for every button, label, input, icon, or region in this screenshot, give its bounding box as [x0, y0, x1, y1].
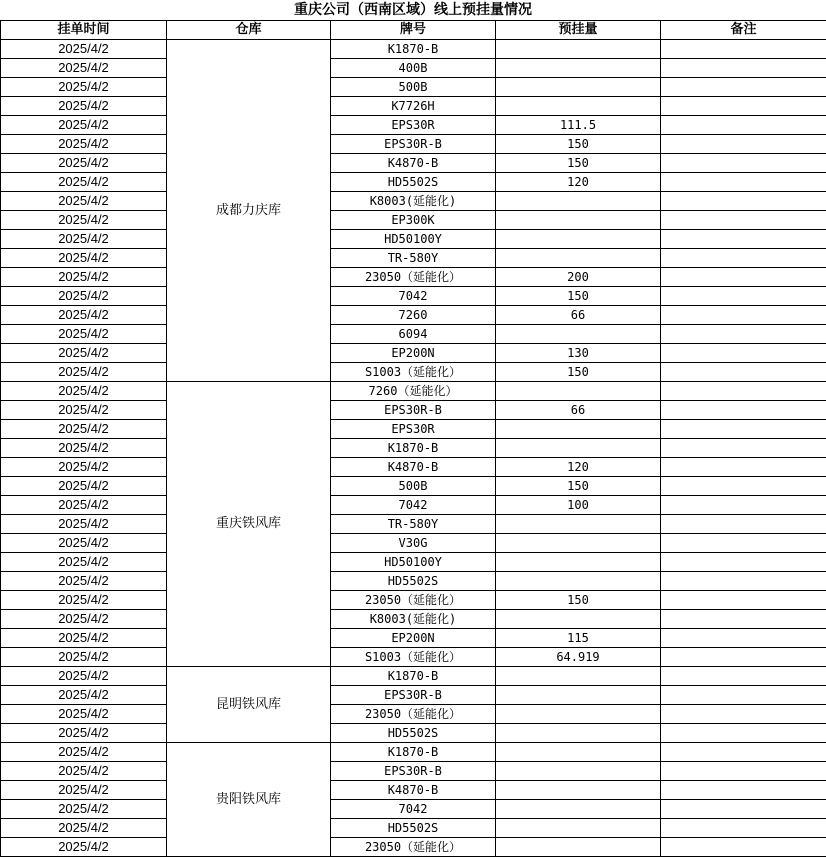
cell-date[interactable]: 2025/4/2 — [1, 553, 167, 572]
cell-note[interactable] — [661, 515, 826, 534]
cell-note[interactable] — [661, 40, 826, 59]
cell-grade[interactable]: 7042 — [331, 800, 496, 819]
cell-date[interactable]: 2025/4/2 — [1, 382, 167, 401]
cell-note[interactable] — [661, 743, 826, 762]
cell-quantity[interactable] — [496, 97, 661, 116]
header-date: 挂单时间 — [1, 21, 167, 40]
cell-grade[interactable]: 500B — [331, 78, 496, 97]
cell-date[interactable]: 2025/4/2 — [1, 40, 167, 59]
table-row — [1, 287, 826, 306]
table-row — [1, 591, 826, 610]
cell-date[interactable]: 2025/4/2 — [1, 268, 167, 287]
cell-note[interactable] — [661, 762, 826, 781]
cell-note[interactable] — [661, 553, 826, 572]
table-row — [1, 838, 826, 857]
table-row — [1, 781, 826, 800]
cell-grade[interactable]: EPS30R-B — [331, 762, 496, 781]
table-row — [1, 800, 826, 819]
cell-note[interactable] — [661, 363, 826, 382]
cell-date[interactable]: 2025/4/2 — [1, 97, 167, 116]
cell-note[interactable] — [661, 306, 826, 325]
table-row — [1, 610, 826, 629]
cell-date[interactable]: 2025/4/2 — [1, 762, 167, 781]
cell-note[interactable] — [661, 781, 826, 800]
cell-grade[interactable]: EP200N — [331, 629, 496, 648]
cell-date[interactable]: 2025/4/2 — [1, 249, 167, 268]
cell-date[interactable]: 2025/4/2 — [1, 838, 167, 857]
sheet-title: 重庆公司（西南区域）线上预挂量情况 — [0, 0, 826, 20]
cell-date[interactable]: 2025/4/2 — [1, 420, 167, 439]
cell-grade[interactable]: 500B — [331, 477, 496, 496]
cell-date[interactable]: 2025/4/2 — [1, 800, 167, 819]
cell-note[interactable] — [661, 534, 826, 553]
cell-date[interactable]: 2025/4/2 — [1, 648, 167, 667]
table-row — [1, 553, 826, 572]
cell-note[interactable] — [661, 211, 826, 230]
cell-quantity[interactable] — [496, 572, 661, 591]
cell-note[interactable] — [661, 268, 826, 287]
cell-date[interactable]: 2025/4/2 — [1, 458, 167, 477]
cell-quantity[interactable]: 130 — [496, 344, 661, 363]
cell-quantity[interactable] — [496, 667, 661, 686]
cell-date[interactable]: 2025/4/2 — [1, 192, 167, 211]
table-row — [1, 648, 826, 667]
table-row — [1, 78, 826, 97]
cell-grade[interactable]: TR-580Y — [331, 249, 496, 268]
cell-note[interactable] — [661, 648, 826, 667]
cell-grade[interactable]: K4870-B — [331, 154, 496, 173]
cell-note[interactable] — [661, 230, 826, 249]
cell-grade[interactable]: EPS30R — [331, 420, 496, 439]
table-row — [1, 705, 826, 724]
cell-quantity[interactable] — [496, 610, 661, 629]
cell-date[interactable]: 2025/4/2 — [1, 610, 167, 629]
cell-quantity[interactable]: 66 — [496, 306, 661, 325]
table-row — [1, 762, 826, 781]
cell-grade[interactable]: 400B — [331, 59, 496, 78]
table-row — [1, 401, 826, 420]
cell-grade[interactable]: K4870-B — [331, 458, 496, 477]
table-row — [1, 40, 826, 59]
cell-date[interactable]: 2025/4/2 — [1, 572, 167, 591]
cell-note[interactable] — [661, 59, 826, 78]
cell-quantity[interactable] — [496, 249, 661, 268]
cell-date[interactable]: 2025/4/2 — [1, 173, 167, 192]
table-row — [1, 534, 826, 553]
cell-grade[interactable]: HD5502S — [331, 819, 496, 838]
table-row — [1, 211, 826, 230]
cell-date[interactable]: 2025/4/2 — [1, 78, 167, 97]
cell-date[interactable]: 2025/4/2 — [1, 439, 167, 458]
cell-note[interactable] — [661, 686, 826, 705]
cell-note[interactable] — [661, 116, 826, 135]
cell-warehouse[interactable]: 成都力庆库 — [167, 40, 331, 382]
table-row — [1, 268, 826, 287]
cell-note[interactable] — [661, 192, 826, 211]
cell-date[interactable]: 2025/4/2 — [1, 287, 167, 306]
cell-quantity[interactable]: 64.919 — [496, 648, 661, 667]
cell-grade[interactable]: 7260（延能化） — [331, 382, 496, 401]
table-row — [1, 325, 826, 344]
cell-note[interactable] — [661, 249, 826, 268]
cell-warehouse[interactable]: 贵阳铁风库 — [167, 743, 331, 857]
cell-date[interactable]: 2025/4/2 — [1, 230, 167, 249]
cell-date[interactable]: 2025/4/2 — [1, 154, 167, 173]
cell-quantity[interactable] — [496, 686, 661, 705]
cell-note[interactable] — [661, 800, 826, 819]
cell-quantity[interactable] — [496, 78, 661, 97]
cell-grade[interactable]: TR-580Y — [331, 515, 496, 534]
cell-quantity[interactable] — [496, 800, 661, 819]
table-row — [1, 382, 826, 401]
table-row — [1, 59, 826, 78]
cell-date[interactable]: 2025/4/2 — [1, 705, 167, 724]
cell-date[interactable]: 2025/4/2 — [1, 819, 167, 838]
cell-grade[interactable]: 6094 — [331, 325, 496, 344]
cell-grade[interactable]: 7042 — [331, 287, 496, 306]
table-row — [1, 230, 826, 249]
table-row — [1, 629, 826, 648]
header-warehouse: 仓库 — [167, 21, 331, 40]
cell-date[interactable]: 2025/4/2 — [1, 667, 167, 686]
header-quantity: 预挂量 — [496, 21, 661, 40]
cell-date[interactable]: 2025/4/2 — [1, 686, 167, 705]
cell-date[interactable]: 2025/4/2 — [1, 477, 167, 496]
cell-grade[interactable]: HD50100Y — [331, 553, 496, 572]
cell-grade[interactable]: EPS30R-B — [331, 686, 496, 705]
cell-grade[interactable]: K1870-B — [331, 40, 496, 59]
cell-quantity[interactable] — [496, 534, 661, 553]
table-row — [1, 97, 826, 116]
cell-quantity[interactable]: 150 — [496, 591, 661, 610]
cell-date[interactable]: 2025/4/2 — [1, 515, 167, 534]
cell-quantity[interactable] — [496, 515, 661, 534]
cell-date[interactable]: 2025/4/2 — [1, 724, 167, 743]
table-row — [1, 458, 826, 477]
cell-note[interactable] — [661, 819, 826, 838]
cell-note[interactable] — [661, 97, 826, 116]
cell-quantity[interactable]: 66 — [496, 401, 661, 420]
table-row — [1, 477, 826, 496]
table-row — [1, 135, 826, 154]
table-row — [1, 572, 826, 591]
cell-warehouse[interactable]: 重庆铁风库 — [167, 382, 331, 667]
cell-quantity[interactable]: 150 — [496, 154, 661, 173]
cell-note[interactable] — [661, 667, 826, 686]
cell-date[interactable]: 2025/4/2 — [1, 781, 167, 800]
cell-grade[interactable]: EPS30R-B — [331, 401, 496, 420]
cell-quantity[interactable]: 150 — [496, 363, 661, 382]
cell-warehouse[interactable]: 昆明铁风库 — [167, 667, 331, 743]
cell-quantity[interactable]: 115 — [496, 629, 661, 648]
data-table — [0, 20, 826, 857]
table-row — [1, 686, 826, 705]
cell-note[interactable] — [661, 458, 826, 477]
table-row — [1, 116, 826, 135]
table-row — [1, 819, 826, 838]
cell-note[interactable] — [661, 420, 826, 439]
cell-date[interactable]: 2025/4/2 — [1, 116, 167, 135]
cell-grade[interactable]: EPS30R — [331, 116, 496, 135]
table-row — [1, 344, 826, 363]
cell-note[interactable] — [661, 344, 826, 363]
cell-grade[interactable]: S1003（延能化） — [331, 363, 496, 382]
table-row — [1, 724, 826, 743]
cell-note[interactable] — [661, 78, 826, 97]
table-row — [1, 515, 826, 534]
cell-note[interactable] — [661, 705, 826, 724]
cell-date[interactable]: 2025/4/2 — [1, 496, 167, 515]
cell-date[interactable]: 2025/4/2 — [1, 591, 167, 610]
cell-grade[interactable]: HD5502S — [331, 173, 496, 192]
cell-quantity[interactable] — [496, 40, 661, 59]
cell-quantity[interactable] — [496, 705, 661, 724]
cell-quantity[interactable] — [496, 192, 661, 211]
cell-grade[interactable]: HD5502S — [331, 572, 496, 591]
cell-quantity[interactable] — [496, 553, 661, 572]
cell-date[interactable]: 2025/4/2 — [1, 401, 167, 420]
cell-grade[interactable]: S1003（延能化） — [331, 648, 496, 667]
cell-quantity[interactable] — [496, 325, 661, 344]
table-row — [1, 743, 826, 762]
cell-note[interactable] — [661, 135, 826, 154]
cell-quantity[interactable] — [496, 230, 661, 249]
cell-note[interactable] — [661, 591, 826, 610]
cell-grade[interactable]: EP300K — [331, 211, 496, 230]
header-grade: 牌号 — [331, 21, 496, 40]
cell-quantity[interactable] — [496, 439, 661, 458]
cell-note[interactable] — [661, 287, 826, 306]
table-row — [1, 154, 826, 173]
cell-grade[interactable]: V30G — [331, 534, 496, 553]
cell-quantity[interactable]: 120 — [496, 173, 661, 192]
table-row — [1, 192, 826, 211]
cell-grade[interactable]: K8003(延能化) — [331, 610, 496, 629]
cell-note[interactable] — [661, 572, 826, 591]
header-row — [1, 21, 826, 40]
cell-note[interactable] — [661, 838, 826, 857]
cell-quantity[interactable] — [496, 382, 661, 401]
cell-note[interactable] — [661, 496, 826, 515]
cell-date[interactable]: 2025/4/2 — [1, 135, 167, 154]
cell-grade[interactable]: 7260 — [331, 306, 496, 325]
cell-quantity[interactable] — [496, 743, 661, 762]
cell-date[interactable]: 2025/4/2 — [1, 344, 167, 363]
table-body — [1, 40, 826, 857]
cell-grade[interactable]: K4870-B — [331, 781, 496, 800]
cell-quantity[interactable]: 111.5 — [496, 116, 661, 135]
cell-quantity[interactable]: 200 — [496, 268, 661, 287]
cell-quantity[interactable] — [496, 420, 661, 439]
cell-grade[interactable]: K8003(延能化) — [331, 192, 496, 211]
table-row — [1, 496, 826, 515]
table-row — [1, 249, 826, 268]
cell-date[interactable]: 2025/4/2 — [1, 211, 167, 230]
cell-date[interactable]: 2025/4/2 — [1, 325, 167, 344]
cell-grade[interactable]: 7042 — [331, 496, 496, 515]
table-row — [1, 439, 826, 458]
table-row — [1, 363, 826, 382]
cell-date[interactable]: 2025/4/2 — [1, 363, 167, 382]
cell-note[interactable] — [661, 173, 826, 192]
cell-date[interactable]: 2025/4/2 — [1, 534, 167, 553]
cell-note[interactable] — [661, 477, 826, 496]
cell-note[interactable] — [661, 610, 826, 629]
cell-quantity[interactable]: 150 — [496, 287, 661, 306]
cell-note[interactable] — [661, 382, 826, 401]
cell-quantity[interactable]: 150 — [496, 477, 661, 496]
cell-date[interactable]: 2025/4/2 — [1, 306, 167, 325]
cell-grade[interactable]: K1870-B — [331, 667, 496, 686]
cell-quantity[interactable]: 100 — [496, 496, 661, 515]
cell-grade[interactable]: K7726H — [331, 97, 496, 116]
cell-grade[interactable]: EPS30R-B — [331, 135, 496, 154]
cell-note[interactable] — [661, 401, 826, 420]
cell-grade[interactable]: 23050（延能化） — [331, 838, 496, 857]
cell-grade[interactable]: 23050（延能化） — [331, 705, 496, 724]
table-row — [1, 420, 826, 439]
cell-quantity[interactable]: 150 — [496, 135, 661, 154]
cell-quantity[interactable] — [496, 59, 661, 78]
cell-quantity[interactable] — [496, 781, 661, 800]
cell-quantity[interactable]: 120 — [496, 458, 661, 477]
cell-date[interactable]: 2025/4/2 — [1, 629, 167, 648]
cell-note[interactable] — [661, 439, 826, 458]
cell-date[interactable]: 2025/4/2 — [1, 59, 167, 78]
table-row — [1, 173, 826, 192]
cell-grade[interactable]: K1870-B — [331, 743, 496, 762]
cell-quantity[interactable] — [496, 838, 661, 857]
cell-date[interactable]: 2025/4/2 — [1, 743, 167, 762]
cell-note[interactable] — [661, 629, 826, 648]
cell-quantity[interactable] — [496, 724, 661, 743]
table-row — [1, 306, 826, 325]
cell-grade[interactable]: EP200N — [331, 344, 496, 363]
cell-grade[interactable]: K1870-B — [331, 439, 496, 458]
cell-quantity[interactable] — [496, 211, 661, 230]
cell-quantity[interactable] — [496, 762, 661, 781]
header-note: 备注 — [661, 21, 826, 40]
cell-grade[interactable]: 23050（延能化） — [331, 591, 496, 610]
cell-note[interactable] — [661, 724, 826, 743]
cell-note[interactable] — [661, 325, 826, 344]
cell-grade[interactable]: HD50100Y — [331, 230, 496, 249]
table-row — [1, 667, 826, 686]
cell-quantity[interactable] — [496, 819, 661, 838]
cell-note[interactable] — [661, 154, 826, 173]
cell-grade[interactable]: HD5502S — [331, 724, 496, 743]
cell-grade[interactable]: 23050（延能化） — [331, 268, 496, 287]
